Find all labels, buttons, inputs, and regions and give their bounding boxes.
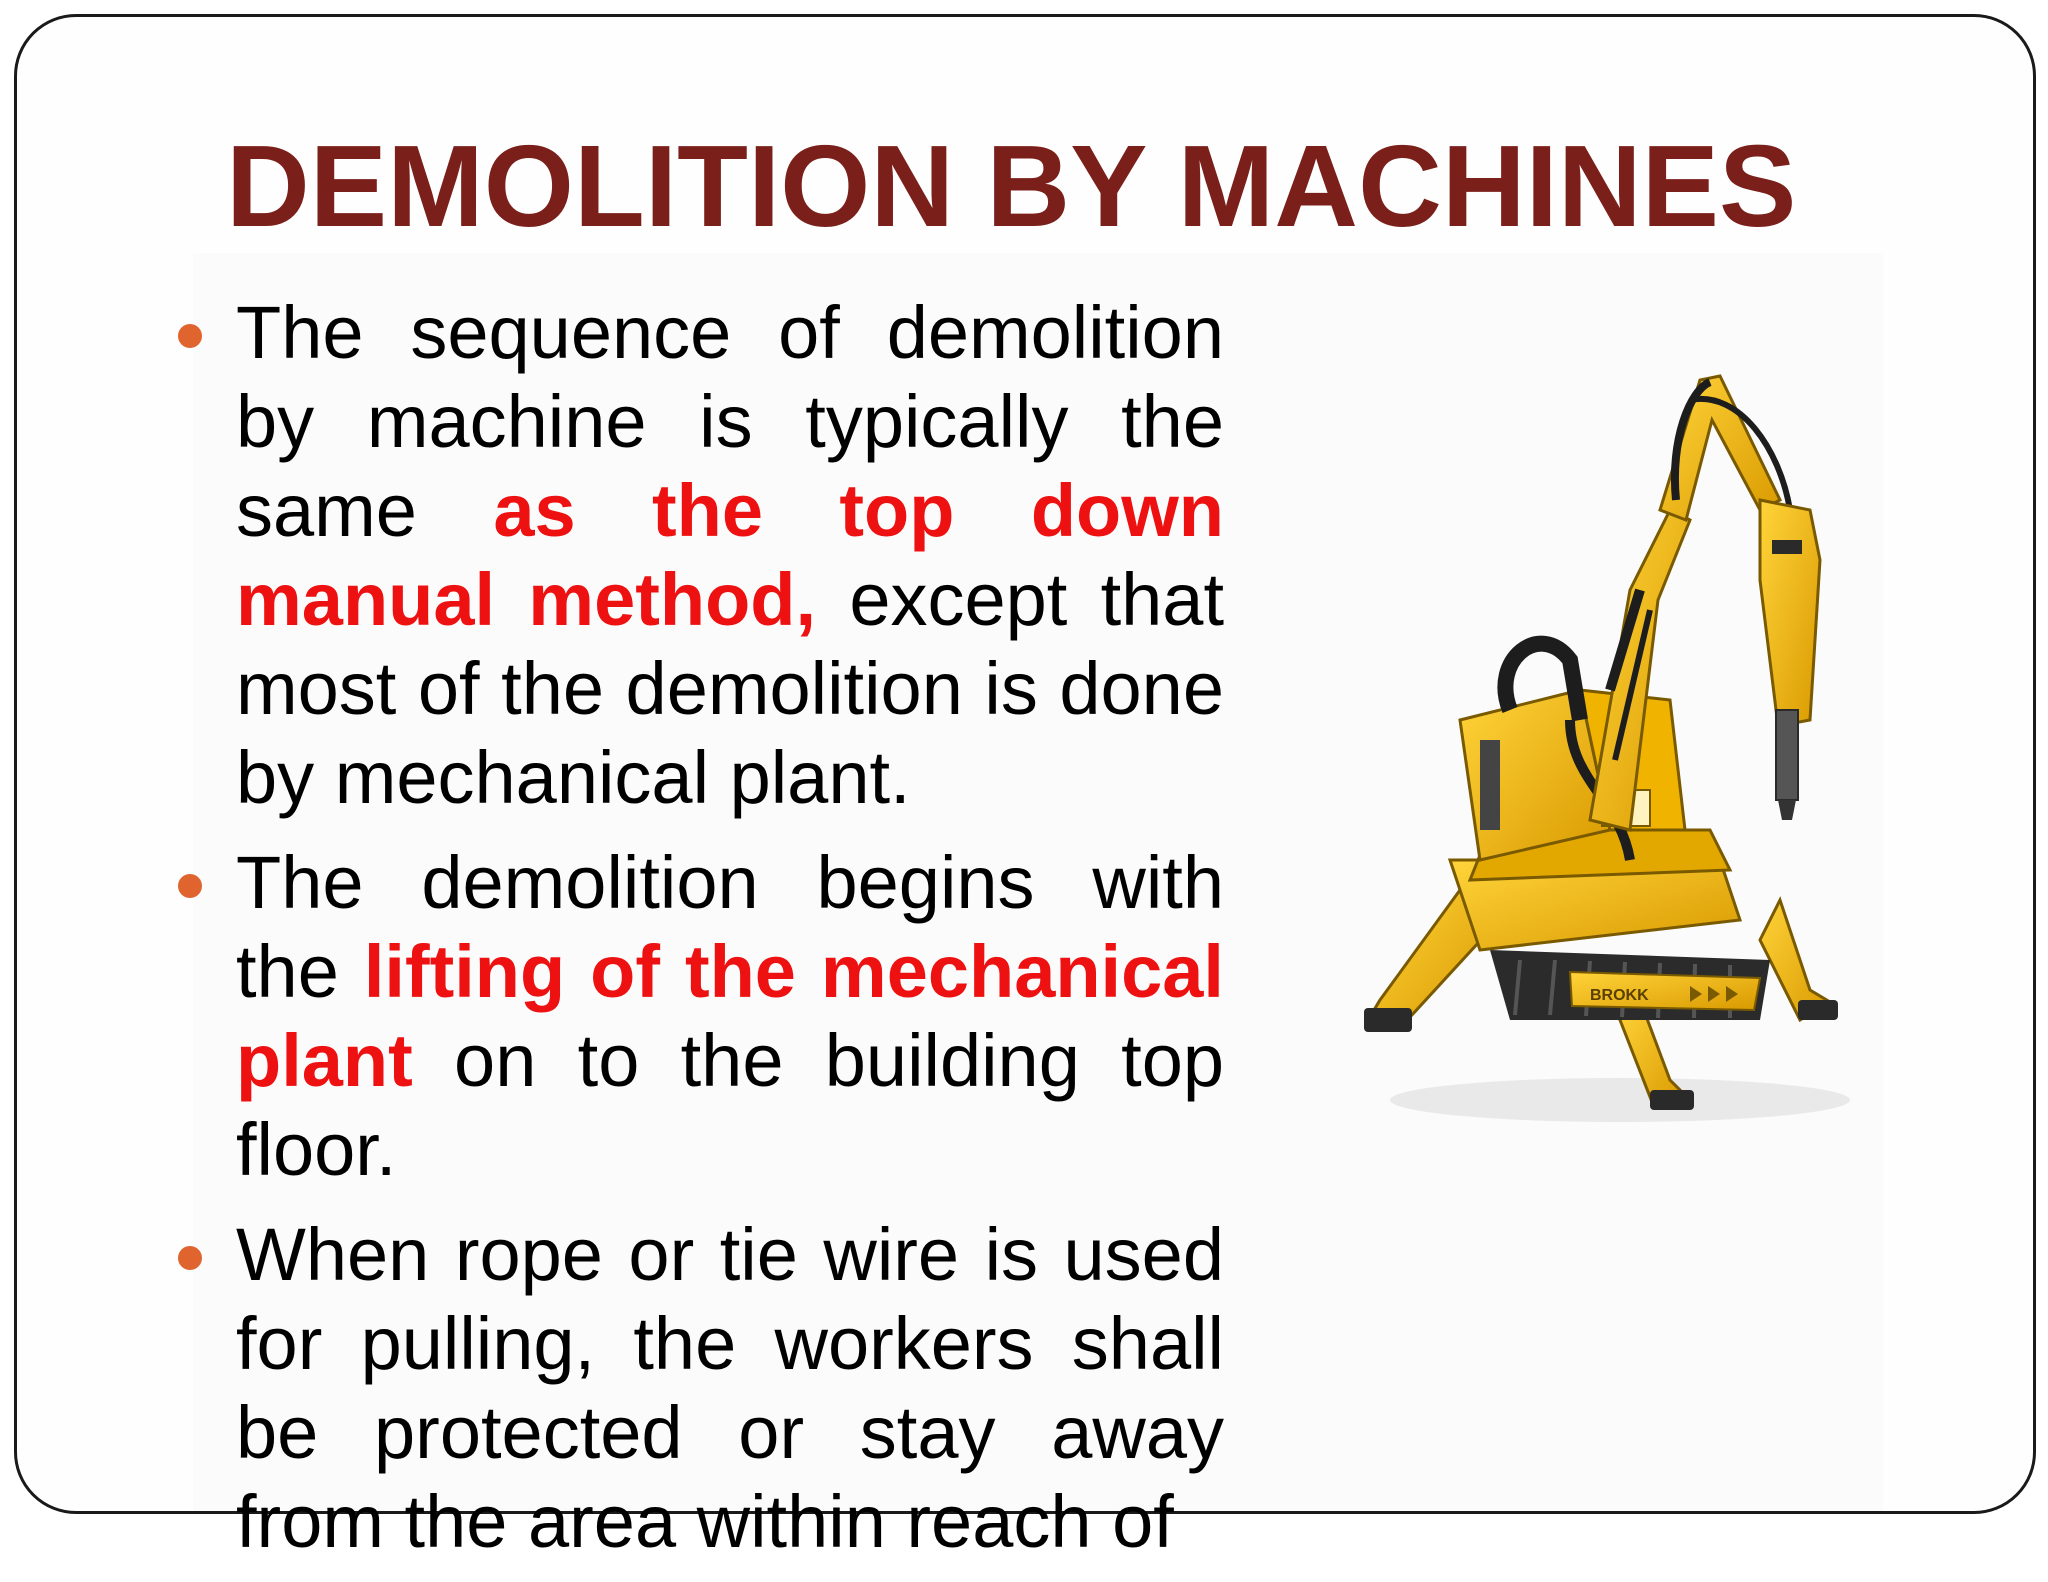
demolition-robot-icon	[1340, 360, 1880, 1140]
bullet-text: except that most of the demolition is done by mechanical plant.	[236, 558, 1224, 819]
bullet-highlight: lifting of the mechanical plant	[236, 930, 1224, 1102]
bullet-text: The demolition begins with the	[236, 841, 1224, 1013]
brand-label: BROKK	[1590, 987, 1649, 1004]
bullet-dot-icon	[178, 874, 202, 898]
bullet-dot-icon	[178, 1246, 202, 1270]
bullet-item-rope	[236, 1210, 1224, 1566]
bullet-text: The sequence of demolition by machine is typically the same	[236, 291, 1224, 552]
slide-title: DEMOLITION BY MACHINES	[226, 121, 1797, 251]
bullet-text: on to the building top floor.	[236, 1019, 1224, 1191]
bullet-item-lifting	[236, 838, 1224, 1194]
bullet-text: When rope or tie wire is used for pulling, the workers shall be protected or stay away from the area within reach of	[236, 1213, 1224, 1563]
bullet-list	[236, 288, 1224, 1582]
bullet-dot-icon	[178, 324, 202, 348]
bullet-highlight: as the top down manual method,	[236, 469, 1225, 641]
demolition-robot-image	[1340, 360, 1880, 1140]
bullet-item-sequence	[236, 288, 1224, 822]
